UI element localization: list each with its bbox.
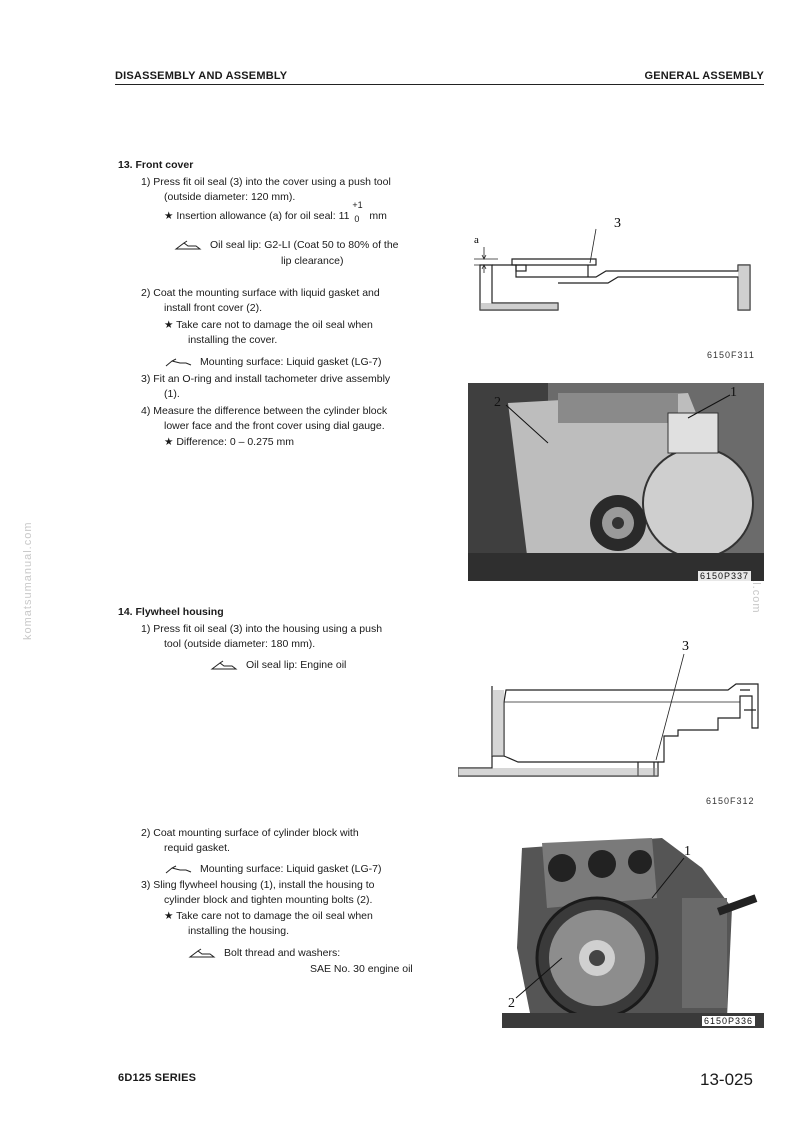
section-14-title: 14. Flywheel housing <box>118 606 224 618</box>
s14-step2-line2: requid gasket. <box>164 842 230 854</box>
fig4-callout-2: 2 <box>508 996 515 1011</box>
s13-lube-text-1: Oil seal lip: G2-LI (Coat 50 to 80% of the <box>210 239 399 251</box>
fig3-code: 6150F312 <box>706 796 755 806</box>
s13-tolerance-minus: 0 <box>354 214 360 224</box>
front-cover-photo <box>468 383 764 581</box>
s14-step3-note-2: installing the housing. <box>188 925 289 937</box>
s13-lube-text-2: lip clearance) <box>281 255 344 267</box>
header-rule <box>115 84 764 85</box>
s13-step2-note-1: ★ Take care not to damage the oil seal when <box>164 319 373 331</box>
liquid-gasket-icon <box>164 357 194 367</box>
s13-step2-note-2: installing the cover. <box>188 334 278 346</box>
s14-gasket <box>164 862 382 877</box>
s14-lube <box>210 658 346 673</box>
s13-step4-line2: lower face and the front cover using dial gauge. <box>164 420 385 432</box>
header-left-title: DISASSEMBLY AND ASSEMBLY <box>115 70 288 82</box>
s13-step2-line1: 2) Coat the mounting surface with liquid gasket and <box>141 287 380 299</box>
page-number: 13-025 <box>700 1070 753 1089</box>
fig1-code: 6150F311 <box>707 350 755 360</box>
s13-gasket-text: Mounting surface: Liquid gasket (LG-7) <box>200 356 382 368</box>
s13-step4-note: ★ Difference: 0 – 0.275 mm <box>164 436 295 448</box>
s13-step1-line1: 1) Press fit oil seal (3) into the cover using a push tool <box>141 176 391 188</box>
s13-step3-line2: (1). <box>164 388 180 400</box>
s13-tolerance-unit: mm <box>369 210 387 222</box>
s14-bolt-lube-oil: SAE No. 30 engine oil <box>310 963 413 975</box>
s14-step1-line1: 1) Press fit oil seal (3) into the housing using a push <box>141 623 383 635</box>
fig2-code: 6150P337 <box>700 571 750 581</box>
flywheel-housing-photo <box>502 828 764 1028</box>
flywheel-housing-section-diagram <box>458 632 768 782</box>
section-13-title: 13. Front cover <box>118 159 194 171</box>
front-cover-photo-art <box>468 383 764 581</box>
fig4-code: 6150P336 <box>704 1016 754 1026</box>
fig1-callout-3: 3 <box>614 216 621 231</box>
oil-can-icon-2 <box>210 660 240 670</box>
oil-can-icon-3 <box>188 948 218 958</box>
s13-step1-note <box>164 200 387 224</box>
watermark-left: komatsumanual.com <box>22 521 34 640</box>
liquid-gasket-icon-2 <box>164 864 194 874</box>
s14-bolt-lube-text: Bolt thread and washers: <box>224 947 341 959</box>
fig4-callout-1: 1 <box>684 844 691 859</box>
s14-step3-line2: cylinder block and tighten mounting bolts (2). <box>164 894 373 906</box>
header-right-title: GENERAL ASSEMBLY <box>644 70 764 82</box>
s14-bolt-lube <box>188 946 340 961</box>
s14-lube-text: Oil seal lip: Engine oil <box>246 659 347 671</box>
s13-step2-line2: install front cover (2). <box>164 302 263 314</box>
s13-gasket <box>164 355 382 370</box>
oil-can-icon <box>174 240 204 250</box>
s13-step1-note-text: ★ Insertion allowance (a) for oil seal: 11 <box>164 210 350 222</box>
s13-step4-line1: 4) Measure the difference between the cylinder block <box>141 405 388 417</box>
s14-step1-line2: tool (outside diameter: 180 mm). <box>164 638 316 650</box>
s13-tolerance-plus: +1 <box>352 200 363 210</box>
s13-step3-line1: 3) Fit an O-ring and install tachometer drive assembly <box>141 373 391 385</box>
footer-series: 6D125 SERIES <box>118 1072 197 1084</box>
s13-lube-oil-seal <box>174 238 399 253</box>
flywheel-housing-photo-art <box>502 828 764 1028</box>
s14-step3-line1: 3) Sling flywheel housing (1), install the housing to <box>141 879 375 891</box>
fig2-callout-2: 2 <box>494 395 501 410</box>
front-cover-section-diagram <box>468 205 768 320</box>
s14-step3-note-1: ★ Take care not to damage the oil seal when <box>164 910 373 922</box>
fig1-callout-a: a <box>474 234 479 246</box>
fig2-callout-1: 1 <box>730 385 737 400</box>
s13-step1-line2: (outside diameter: 120 mm). <box>164 191 296 203</box>
s14-step2-line1: 2) Coat mounting surface of cylinder block with <box>141 827 359 839</box>
s14-gasket-text: Mounting surface: Liquid gasket (LG-7) <box>200 863 382 875</box>
fig3-callout-3: 3 <box>682 639 689 654</box>
